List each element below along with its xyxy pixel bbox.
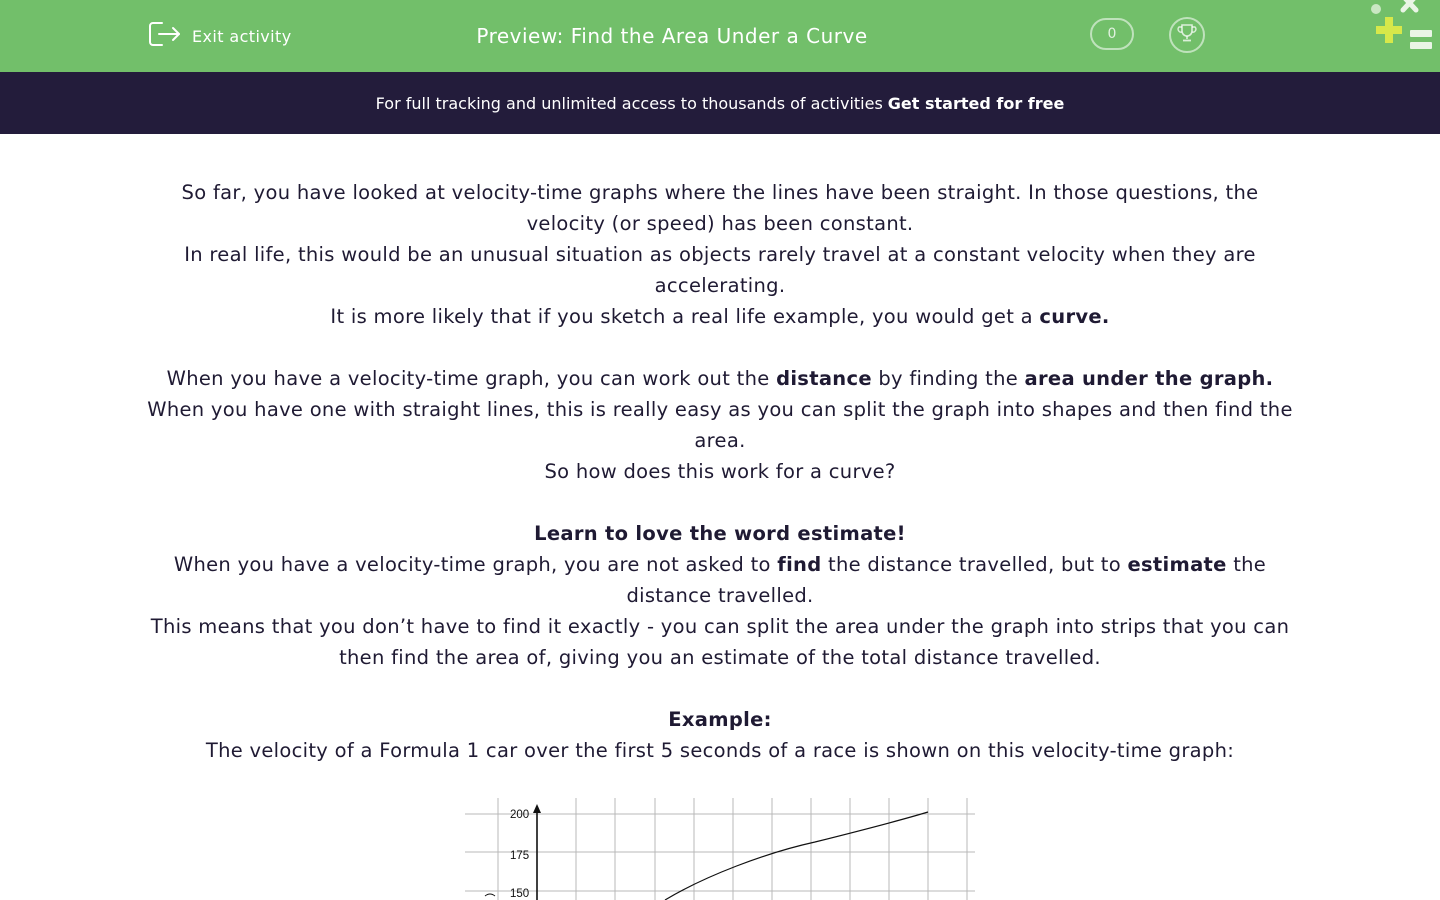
trophy-icon [1176,22,1198,48]
graph-grid [465,798,975,900]
paragraph: The velocity of a Formula 1 car over the first 5 seconds of a race is shown on this velocity-time graph: [205,739,1235,762]
page-title: Preview: Find the Area Under a Curve [476,24,868,48]
paragraph: It is more likely that if you sketch a real life example, you would get a curve. [330,305,1110,328]
paragraph: When you have one with straight lines, this is really easy as you can split the graph into shapes and then find the area. [147,398,1293,452]
upgrade-banner [0,72,1440,134]
example-heading: Example: [668,708,772,731]
paragraph: This means that you don’t have to find it exactly - you can split the area under the graph into strips that you can then find the area of, giving you an estimate of the total distance travelled. [150,615,1290,669]
y-tick-label: 175 [510,850,530,862]
score-value: 0 [1107,26,1117,42]
score-badge [1090,18,1134,50]
exit-activity-label: Exit activity [192,26,292,46]
paragraph: So far, you have looked at velocity-time graphs where the lines have been straight. In those questions, the velocity (or speed) has been constant. [181,181,1259,235]
brand-logo [1366,0,1440,56]
top-bar [0,0,1440,72]
y-axis-arrow [533,804,541,813]
paragraph: In real life, this would be an unusual situation as objects rarely travel at a constant velocity when they are accelerating. [184,243,1256,297]
paragraph: So how does this work for a curve? [544,460,896,483]
axis-label-fragment [485,894,495,896]
lesson-content [145,177,1295,766]
y-tick-label: 150 [510,888,530,900]
get-started-link[interactable]: Get started for free [887,93,1065,113]
trophy-button[interactable] [1169,17,1205,53]
velocity-time-graph [465,798,977,900]
section-heading: Learn to love the word estimate! [534,522,906,545]
paragraph: When you have a velocity-time graph, you can work out the distance by finding the area under the graph. [166,367,1274,390]
y-tick-label: 200 [510,809,530,821]
paragraph: When you have a velocity-time graph, you are not asked to find the distance travelled, but to estimate the distance travelled. [173,553,1267,607]
banner-text: For full tracking and unlimited access to thousands of activities [375,93,883,113]
